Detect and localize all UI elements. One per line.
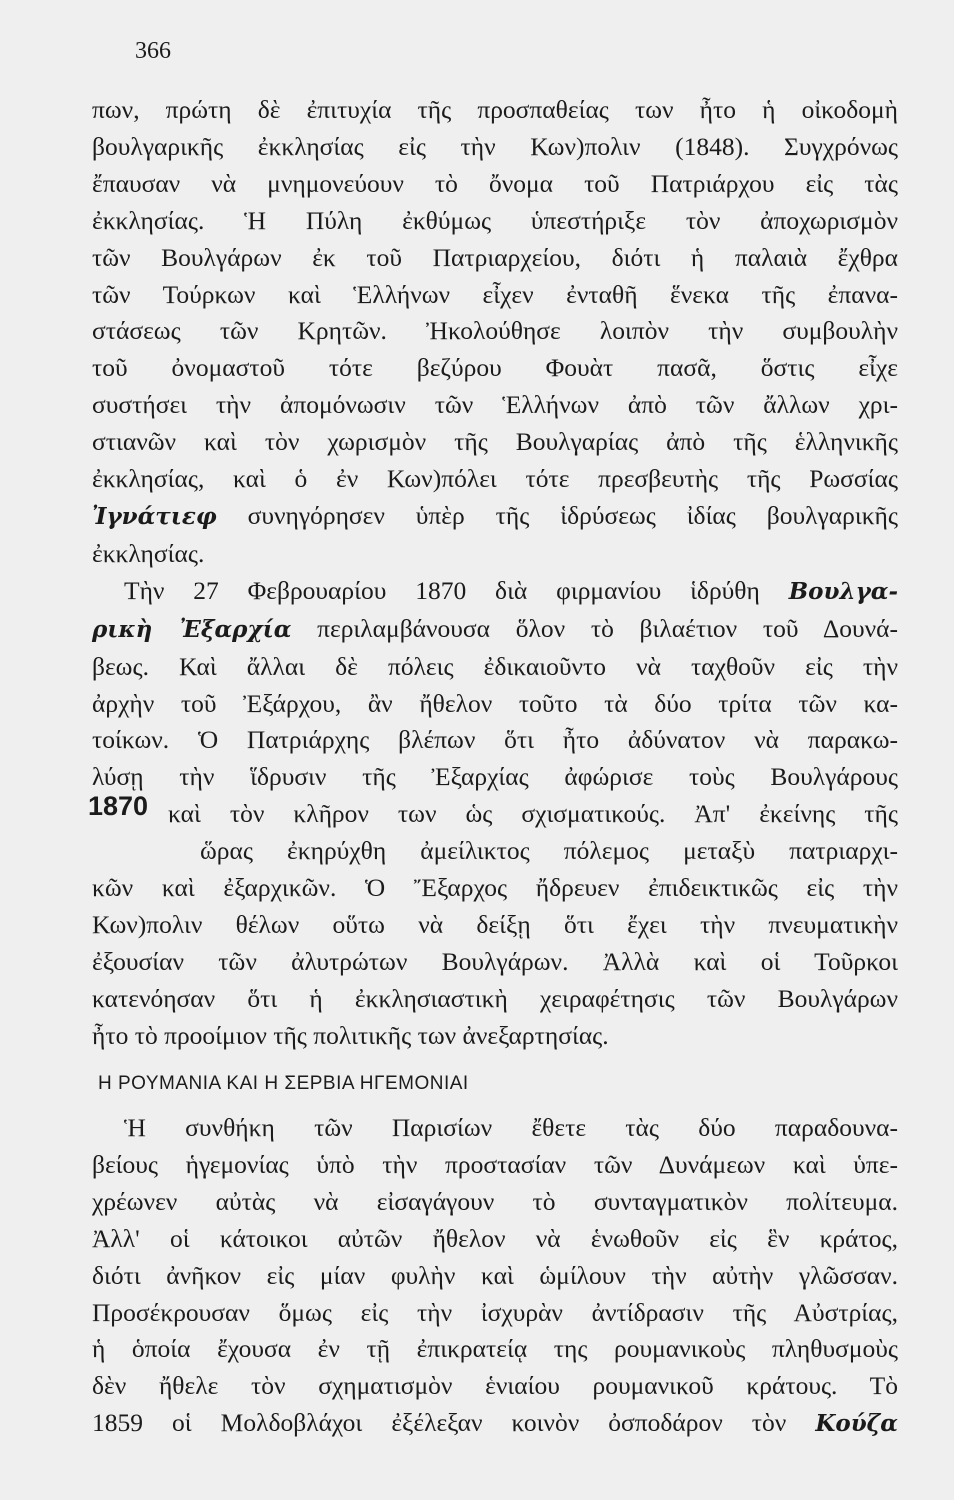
text-line: τῶν Τούρκων καὶ Ἑλλήνων εἶχεν ἐνταθῆ ἕνεκα τῆς ἐπανα- bbox=[92, 279, 898, 309]
text-line bbox=[92, 611, 898, 649]
section-heading: Η ΡΟΥΜΑΝΙΑ ΚΑΙ Η ΣΕΡΒΙΑ ΗΓΕΜΟΝΙΑΙ bbox=[98, 1073, 469, 1094]
text-line: στάσεως τῶν Κρητῶν. Ἠκολούθησε λοιπὸν τὴν συμβουλὴν bbox=[92, 316, 898, 346]
text-line: ἀρχὴν τοῦ Ἐξάρχου, ἂν ἤθελον τοῦτο τὰ δύο τρίτα τῶν κα- bbox=[92, 688, 898, 718]
text-line bbox=[92, 573, 898, 611]
text-line: διότι ἀνῆκον εἰς μίαν φυλὴν καὶ ὡμίλουν τὴν αὐτὴν γλῶσσαν. bbox=[92, 1260, 898, 1290]
term-bulgarian: Βουλγα- bbox=[788, 577, 898, 605]
paragraph-2 bbox=[92, 573, 898, 1055]
text-line: Ἡ συνθήκη τῶν Παρισίων ἔθετε τὰς δύο παραδουνα- bbox=[124, 1113, 898, 1142]
text-fragment: Τὴν 27 Φεβρουαρίου 1870 διὰ φιρμανίου ἱδρύθη bbox=[124, 575, 760, 605]
text-line: ἐκκλησίας. bbox=[92, 538, 205, 568]
text-fragment: περιλαμβάνουσα ὅλον τὸ βιλαέτιον τοῦ Δουνά- bbox=[317, 613, 899, 643]
text-line bbox=[92, 498, 898, 536]
text-line: Ἀλλ' οἱ κάτοικοι αὐτῶν ἤθελον νὰ ἑνωθοῦν εἰς ἓν κράτος, bbox=[92, 1223, 898, 1253]
text-line: ἐξουσίαν τῶν ἀλυτρώτων Βουλγάρων. Ἀλλὰ καὶ οἱ Τοῦρκοι bbox=[92, 946, 898, 976]
text-line: χρέωνεν αὐτὰς νὰ εἰσαγάγουν τὸ συνταγματικὸν πολίτευμα. bbox=[92, 1186, 898, 1216]
text-line: κατενόησαν ὅτι ἡ ἐκκλησιαστικὴ χειραφέτησις τῶν Βουλγάρων bbox=[92, 983, 898, 1013]
text-line: βείους ἡγεμονίας ὑπὸ τὴν προστασίαν τῶν Δυνάμεων καὶ ὑπε- bbox=[92, 1149, 898, 1179]
text-line: ἐκκλησίας. Ἡ Πύλη ἐκθύμως ὑπεστήριξε τὸν ἀποχωρισμὸν bbox=[92, 205, 898, 235]
page-number: 366 bbox=[135, 38, 171, 64]
text-line: ἡ ὁποία ἔχουσα ἐν τῇ ἐπικρατείᾳ της ρουμανικοὺς πληθυσμοὺς bbox=[92, 1334, 898, 1364]
text-line: συστήσει τὴν ἀπομόνωσιν τῶν Ἑλλήνων ἀπὸ τῶν ἄλλων χρι- bbox=[92, 390, 898, 420]
text-fragment: συνηγόρησεν ὑπὲρ τῆς ἱδρύσεως ἰδίας βουλγαρικῆς bbox=[247, 500, 898, 530]
text-line: στιανῶν καὶ τὸν χωρισμὸν τῆς Βουλγαρίας ἀπὸ τῆς ἑλληνικῆς bbox=[92, 427, 898, 457]
text-fragment: 1859 οἱ Μολδοβλάχοι ἐξέλεξαν κοινὸν ὀσποδάρον τὸν bbox=[92, 1408, 787, 1438]
text-line: πων, πρώτη δὲ ἐπιτυχία τῆς προσπαθείας των ἦτο ἡ οἰκοδομὴ bbox=[92, 95, 898, 124]
text-line: λύσῃ τὴν ἵδρυσιν τῆς Ἐξαρχίας ἀφώρισε τοὺς Βουλγάρους bbox=[92, 762, 898, 792]
text-line: ἐκκλησίας, καὶ ὁ ἐν Κων)πόλει τότε πρεσβευτὴς τῆς Ρωσσίας bbox=[92, 464, 898, 494]
text-line: ἔπαυσαν νὰ μνημονεύουν τὸ ὄνομα τοῦ Πατριάρχου εἰς τὰς bbox=[92, 168, 898, 198]
text-line bbox=[92, 1405, 898, 1443]
text-line: Προσέκρουσαν ὅμως εἰς τὴν ἰσχυρὰν ἀντίδρασιν τῆς Αὐστρίας, bbox=[92, 1297, 898, 1327]
text-line: τῶν Βουλγάρων ἐκ τοῦ Πατριαρχείου, διότι ἡ παλαιὰ ἔχθρα bbox=[92, 242, 898, 272]
margin-year: 1870 bbox=[88, 791, 149, 821]
text-line: βουλγαρικῆς ἐκκλησίας εἰς τὴν Κων)πολιν (1848). Συγχρόνως bbox=[92, 131, 898, 161]
text-line: τοῦ ὀνομαστοῦ τότε βεζύρου Φουὰτ πασᾶ, ὅστις εἶχε bbox=[92, 353, 898, 383]
text-line: κῶν καὶ ἐξαρχικῶν. Ὁ Ἔξαρχος ἤδρευεν ἐπιδεικτικῶς εἰς τὴν bbox=[92, 873, 898, 903]
text-line: ἦτο τὸ προοίμιον τῆς πολιτικῆς των ἀνεξαρτησίας. bbox=[92, 1020, 609, 1050]
text-line: βεως. Καὶ ἄλλαι δὲ πόλεις ἐδικαιοῦντο νὰ ταχθοῦν εἰς τὴν bbox=[92, 651, 898, 681]
paragraph-1 bbox=[92, 92, 898, 573]
term-exarchate: ρικὴ Ἐξαρχία bbox=[92, 615, 292, 643]
text-line: ὥρας ἐκηρύχθη ἀμείλικτος πόλεμος μεταξὺ πατριαρχι- bbox=[200, 836, 898, 866]
text-line: τοίκων. Ὁ Πατριάρχης βλέπων ὅτι ἦτο ἀδύνατον νὰ παρακω- bbox=[92, 725, 898, 755]
name-kuza: Κούζα bbox=[815, 1410, 899, 1438]
text-line: καὶ τὸν κλῆρον των ὡς σχισματικούς. Ἀπ' ἐκείνης τῆς bbox=[168, 799, 898, 829]
paragraph-3 bbox=[92, 1110, 898, 1443]
text-line: δὲν ἤθελε τὸν σχηματισμὸν ἑνιαίου ρουμανικοῦ κράτους. Τὸ bbox=[92, 1371, 898, 1401]
body-text bbox=[92, 92, 898, 1055]
text-line: Κων)πολιν θέλων οὕτω νὰ δείξῃ ὅτι ἔχει τὴν πνευματικὴν bbox=[92, 909, 898, 939]
name-ignatiev: Ἰγνάτιεφ bbox=[92, 502, 217, 530]
